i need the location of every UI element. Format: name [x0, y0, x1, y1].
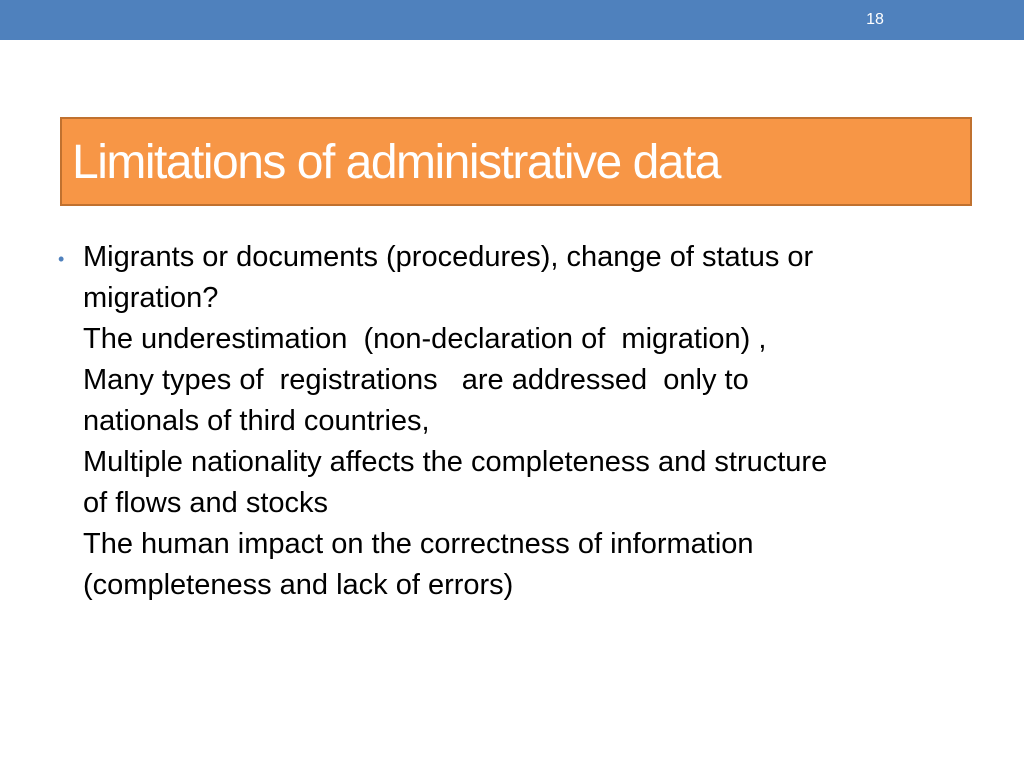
title-box: [60, 117, 972, 206]
slide-content: [56, 237, 976, 606]
bullet-line: Multiple nationality affects the completeness and structure: [83, 446, 828, 478]
header-bar: [0, 0, 1024, 40]
slide-number: 18: [866, 11, 884, 28]
bullet-line: (completeness and lack of errors): [83, 569, 514, 601]
bullet-line: The underestimation (non-declaration of migration) ,: [83, 323, 767, 355]
bullet-line: Many types of registrations are addressed only to: [83, 364, 749, 396]
slide-title: Limitations of administrative data: [72, 136, 720, 189]
bullet-line: The human impact on the correctness of information: [83, 528, 754, 560]
bullet-line: nationals of third countries,: [83, 405, 430, 437]
bullet-line: Migrants or documents (procedures), change of status or: [83, 241, 814, 273]
bullet-marker: •: [58, 249, 65, 269]
bullet-item: [56, 237, 976, 606]
bullet-line: migration?: [83, 282, 219, 314]
bullet-line: of flows and stocks: [83, 487, 328, 519]
